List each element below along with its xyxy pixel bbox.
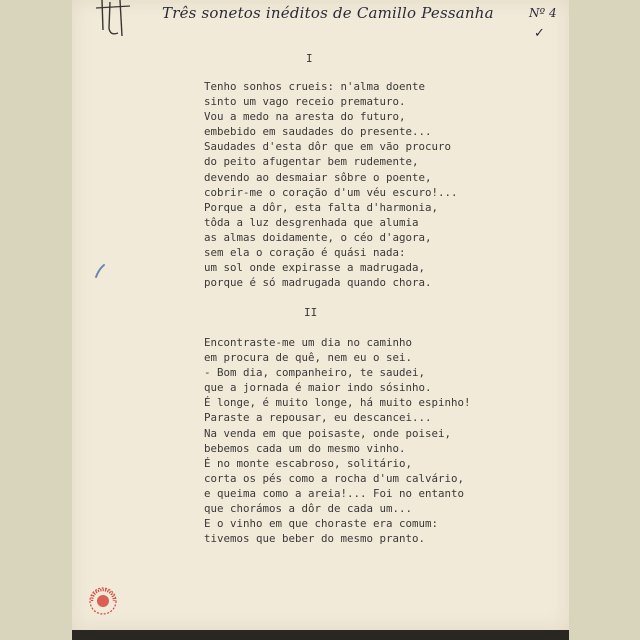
verse-line: que chorámos a dôr de cada um... xyxy=(204,502,413,516)
library-stamp-icon xyxy=(88,586,118,616)
verse-line: e queima como a areia!... Foi no entanto xyxy=(204,486,465,500)
verse-line: Encontraste-me um dia no caminho xyxy=(204,336,413,349)
pencil-marks-icon xyxy=(96,0,132,40)
verse-line: Na venda em que poisaste, onde poisei, xyxy=(204,426,452,440)
verse-line: tivemos que beber do mesmo pranto. xyxy=(204,532,426,546)
verse-line: Vou a medo na aresta do futuro, xyxy=(204,110,406,124)
shelf-mark: Nº 4 xyxy=(529,6,557,20)
check-mark-icon: ✓ xyxy=(534,26,545,41)
verse-line: Saudades d'esta dôr que em vão procuro xyxy=(204,140,452,154)
verse-line: cobrir-me o coração d'um véu escuro!... xyxy=(204,185,458,199)
verse-line: em procura de quê, nem eu o sei. xyxy=(204,351,413,365)
verse-line: É no monte escabroso, solitário, xyxy=(204,456,413,470)
verse-line: sinto um vago receio prematuro. xyxy=(204,95,406,109)
verse-line: Paraste a repousar, eu descancei... xyxy=(204,411,432,425)
verse-line: um sol onde expirasse a madrugada, xyxy=(204,261,426,275)
sonnet-1 xyxy=(204,79,458,290)
verse-line: bebemos cada um do mesmo vinho. xyxy=(204,441,406,455)
ink-stroke-icon xyxy=(94,263,106,279)
verse-line: que a jornada é maior indo sósinho. xyxy=(204,381,432,395)
verse-line: É longe, é muito longe, há muito espinho! xyxy=(204,396,471,410)
verse-line: as almas doidamente, o céo d'agora, xyxy=(204,230,432,244)
verse-line: porque é só madrugada quando chora. xyxy=(204,276,432,290)
verse-line: sem ela o coração é quási nada: xyxy=(204,246,406,260)
verse-line: Tenho sonhos crueis: n'alma doente xyxy=(204,80,426,93)
manuscript-page xyxy=(72,0,569,630)
sonnet-numeral: II xyxy=(304,306,318,319)
sonnet-2 xyxy=(204,335,471,546)
verse-line: E o vinho em que choraste era comum: xyxy=(204,517,439,531)
verse-line: devendo ao desmaiar sôbre o poente, xyxy=(204,170,432,184)
verse-line: corta os pés como a rocha d'um calvário, xyxy=(204,471,465,485)
sonnet-numeral: I xyxy=(306,52,313,65)
verse-line: do peito afugentar bem rudemente, xyxy=(204,155,419,169)
handwritten-title: Três sonetos inéditos de Camillo Pessanha xyxy=(162,4,494,22)
verse-line: tôda a luz desgrenhada que alumia xyxy=(204,215,419,229)
verse-line: - Bom dia, companheiro, te saudei, xyxy=(204,366,426,380)
right-background xyxy=(569,0,640,640)
left-background xyxy=(0,0,72,640)
verse-line: Porque a dôr, esta falta d'harmonia, xyxy=(204,200,439,214)
verse-line: embebido em saudades do presente... xyxy=(204,125,432,139)
